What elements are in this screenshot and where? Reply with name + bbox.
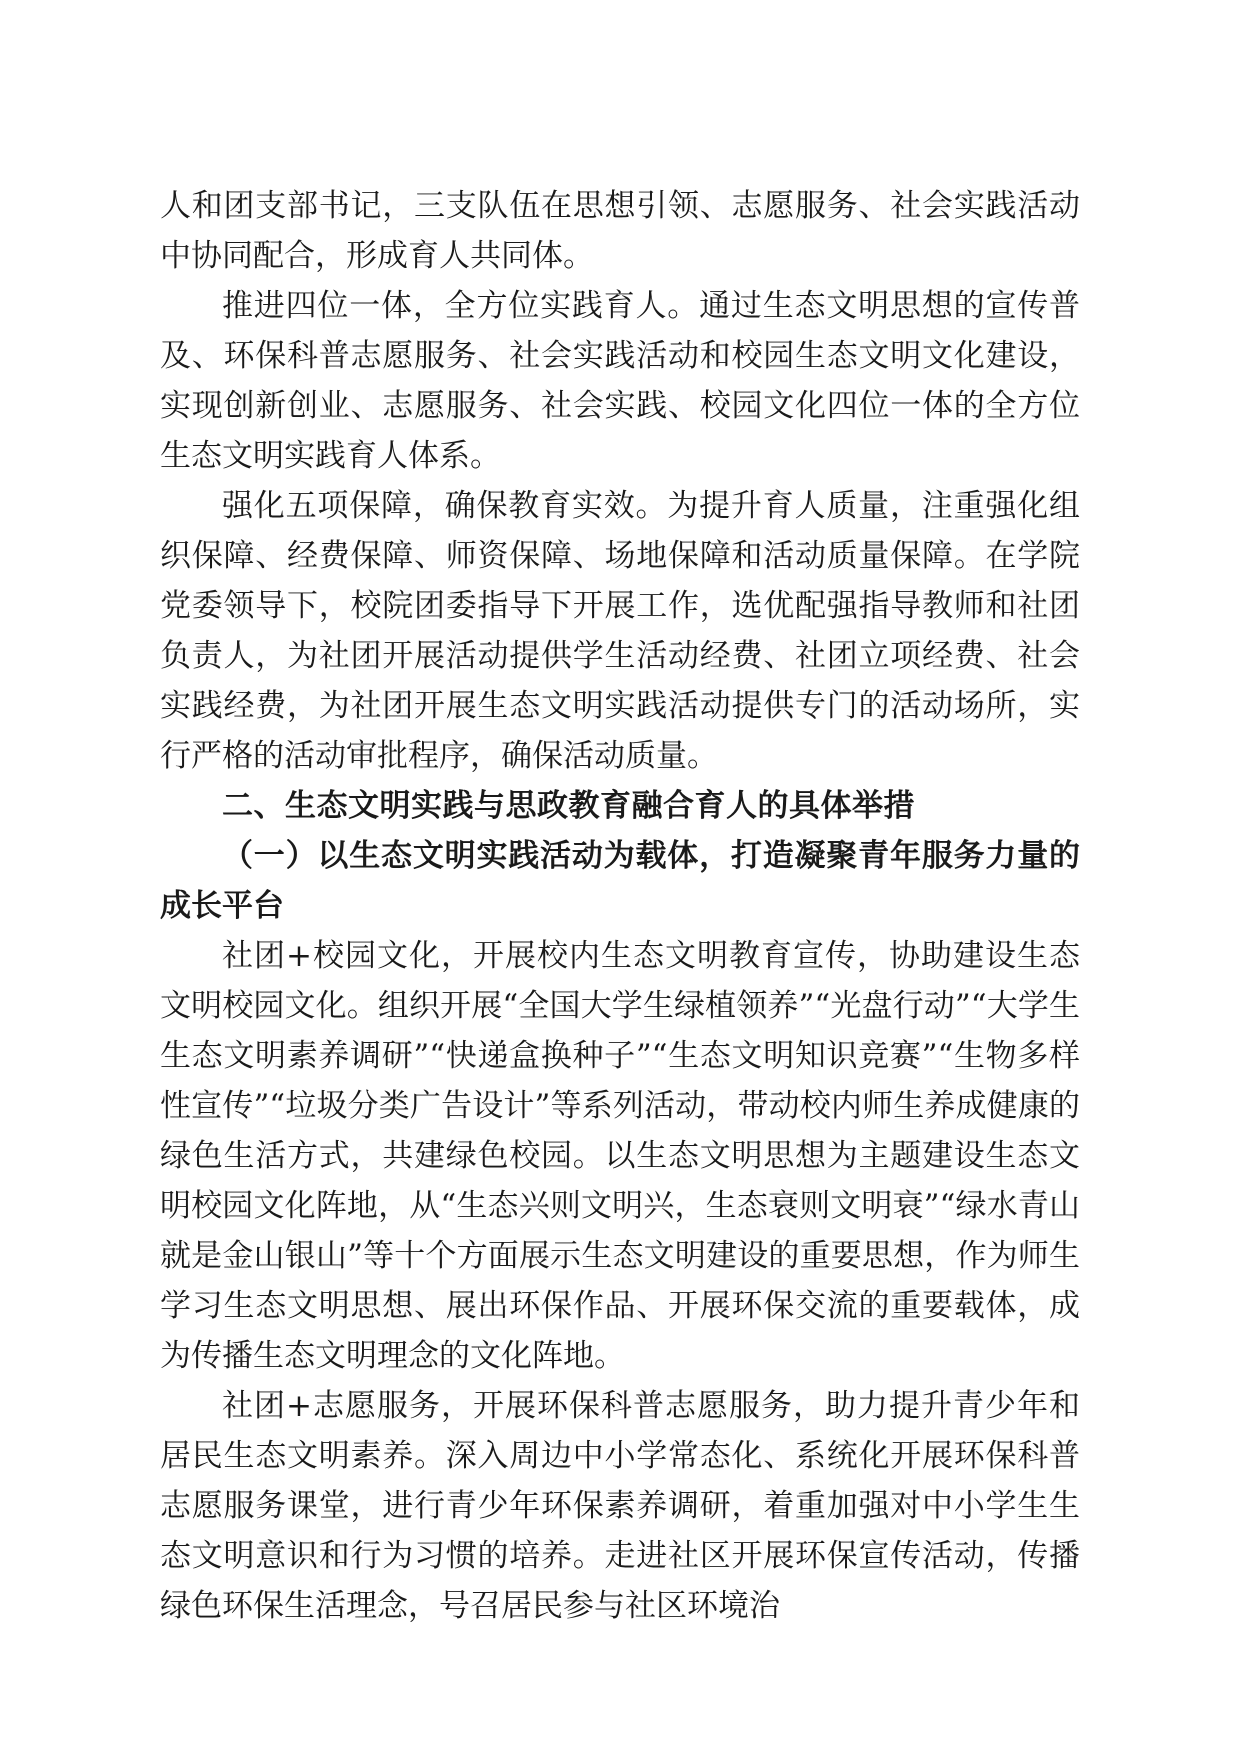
paragraph-four-in-one: 推进四位一体，全方位实践育人。通过生态文明思想的宣传普及、环保科普志愿服务、社会实践活动和校园生态文明文化建设，实现创新创业、志愿服务、社会实践、校园文化四位一体的全方位生态文明实践育人体系。 <box>160 288 1080 474</box>
paragraph-continuation: 人和团支部书记，三支队伍在思想引领、志愿服务、社会实践活动中协同配合，形成育人共同体。 <box>160 188 1080 274</box>
paragraph-five-guarantees: 强化五项保障，确保教育实效。为提升育人质量，注重强化组织保障、经费保障、师资保障、场地保障和活动质量保障。在学院党委领导下，校院团委指导下开展工作，选优配强指导教师和社团负责人，为社团开展活动提供学生活动经费、社团立项经费、社会实践经费，为社团开展生态文明实践活动提供专门的活动场所，实行严格的活动审批程序，确保活动质量。 <box>160 488 1080 774</box>
paragraph-volunteer-service: 社团+志愿服务，开展环保科普志愿服务，助力提升青少年和居民生态文明素养。深入周边中小学常态化、系统化开展环保科普志愿服务课堂，进行青少年环保素养调研，着重加强对中小学生生态文明意识和行为习惯的培养。走进社区开展环保宣传活动，传播绿色环保生活理念，号召居民参与社区环境治 <box>160 1388 1080 1624</box>
paragraph-campus-culture: 社团+校园文化，开展校内生态文明教育宣传，协助建设生态文明校园文化。组织开展“全国大学生绿植领养”“光盘行动”“大学生生态文明素养调研”“快递盒换种子”“生态文明知识竞赛”“生物多样性宣传”“垃圾分类广告设计”等系列活动，带动校内师生养成健康的绿色生活方式，共建绿色校园。以生态文明思想为主题建设生态文明校园文化阵地，从“生态兴则文明兴，生态衰则文明衰”“绿水青山就是金山银山”等十个方面展示生态文明建设的重要思想，作为师生学习生态文明思想、展出环保作品、开展环保交流的重要载体，成为传播生态文明理念的文化阵地。 <box>160 938 1080 1374</box>
section-heading: 二、生态文明实践与思政教育融合育人的具体举措 <box>222 788 915 824</box>
document-body <box>160 181 1080 1631</box>
subsection-heading: （一）以生态文明实践活动为载体，打造凝聚青年服务力量的成长平台 <box>160 838 1080 924</box>
